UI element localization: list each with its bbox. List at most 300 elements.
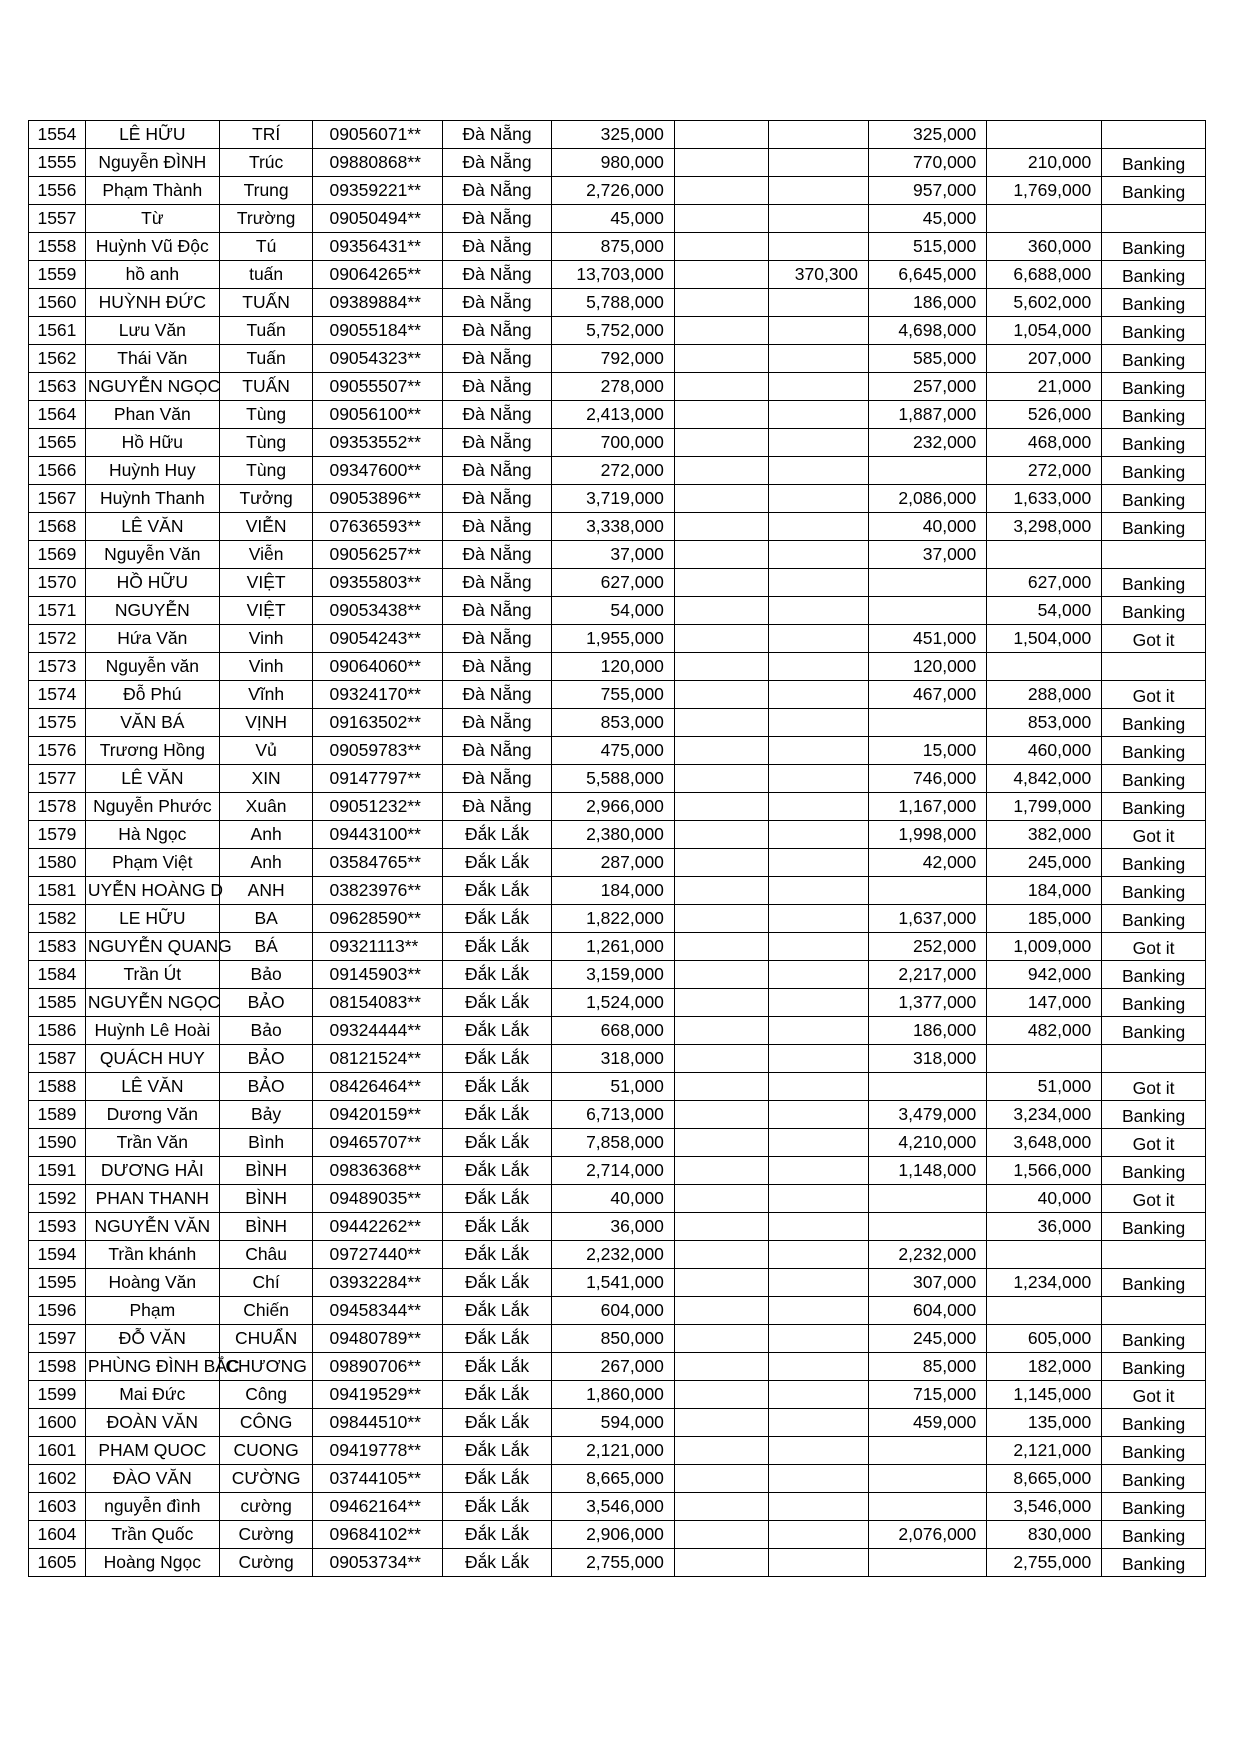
cell-family-name: Phạm Việt [85, 849, 219, 877]
cell-row-number: 1583 [29, 933, 86, 961]
cell-phone: 09347600** [313, 457, 442, 485]
cell-amount-col7 [674, 541, 768, 569]
cell-family-name: nguyễn đình [85, 1493, 219, 1521]
cell-amount-col7 [674, 289, 768, 317]
cell-city: Đà Nẵng [442, 373, 551, 401]
cell-remaining-amount: 605,000 [987, 1325, 1102, 1353]
cell-payment-status: Got it [1102, 1073, 1206, 1101]
cell-amount-col8 [768, 653, 868, 681]
cell-given-name: Vinh [219, 653, 313, 681]
cell-total-amount: 850,000 [552, 1325, 675, 1353]
cell-paid-amount: 325,000 [869, 121, 987, 149]
cell-given-name: Chiến [219, 1297, 313, 1325]
cell-total-amount: 2,380,000 [552, 821, 675, 849]
cell-row-number: 1581 [29, 877, 86, 905]
cell-amount-col8 [768, 541, 868, 569]
cell-row-number: 1555 [29, 149, 86, 177]
cell-amount-col8 [768, 289, 868, 317]
cell-total-amount: 700,000 [552, 429, 675, 457]
cell-paid-amount: 15,000 [869, 737, 987, 765]
cell-given-name: Cường [219, 1549, 313, 1577]
cell-remaining-amount: 185,000 [987, 905, 1102, 933]
cell-phone: 09880868** [313, 149, 442, 177]
cell-given-name: Xuân [219, 793, 313, 821]
cell-remaining-amount: 1,145,000 [987, 1381, 1102, 1409]
table-row [29, 1241, 1206, 1269]
cell-city: Đắk Lắk [442, 1045, 551, 1073]
cell-payment-status: Banking [1102, 877, 1206, 905]
cell-amount-col7 [674, 597, 768, 625]
cell-paid-amount: 2,086,000 [869, 485, 987, 513]
cell-paid-amount [869, 597, 987, 625]
cell-city: Đà Nẵng [442, 429, 551, 457]
cell-total-amount: 3,719,000 [552, 485, 675, 513]
cell-payment-status: Banking [1102, 737, 1206, 765]
cell-row-number: 1572 [29, 625, 86, 653]
cell-phone: 09443100** [313, 821, 442, 849]
table-row [29, 737, 1206, 765]
cell-amount-col8 [768, 737, 868, 765]
cell-payment-status [1102, 1297, 1206, 1325]
cell-paid-amount: 1,167,000 [869, 793, 987, 821]
cell-total-amount: 5,752,000 [552, 317, 675, 345]
cell-family-name: Huỳnh Thanh [85, 485, 219, 513]
cell-phone: 03823976** [313, 877, 442, 905]
cell-paid-amount: 770,000 [869, 149, 987, 177]
cell-amount-col8 [768, 961, 868, 989]
cell-payment-status: Banking [1102, 1325, 1206, 1353]
cell-payment-status: Banking [1102, 961, 1206, 989]
cell-total-amount: 1,822,000 [552, 905, 675, 933]
cell-amount-col8 [768, 1269, 868, 1297]
cell-remaining-amount: 3,546,000 [987, 1493, 1102, 1521]
cell-total-amount: 2,714,000 [552, 1157, 675, 1185]
cell-family-name: Nguyễn văn [85, 653, 219, 681]
cell-phone: 09055184** [313, 317, 442, 345]
cell-family-name: DƯƠNG HẢI [85, 1157, 219, 1185]
cell-phone: 09054323** [313, 345, 442, 373]
cell-amount-col7 [674, 1325, 768, 1353]
cell-city: Đà Nẵng [442, 289, 551, 317]
cell-row-number: 1558 [29, 233, 86, 261]
cell-paid-amount: 6,645,000 [869, 261, 987, 289]
cell-given-name: Tùng [219, 457, 313, 485]
cell-payment-status: Banking [1102, 233, 1206, 261]
cell-amount-col8 [768, 905, 868, 933]
cell-paid-amount: 2,217,000 [869, 961, 987, 989]
cell-amount-col8 [768, 373, 868, 401]
cell-city: Đắk Lắk [442, 1465, 551, 1493]
cell-amount-col7 [674, 345, 768, 373]
cell-amount-col8 [768, 457, 868, 485]
cell-total-amount: 1,955,000 [552, 625, 675, 653]
cell-city: Đà Nẵng [442, 317, 551, 345]
cell-payment-status: Banking [1102, 765, 1206, 793]
cell-remaining-amount: 54,000 [987, 597, 1102, 625]
cell-city: Đắk Lắk [442, 1353, 551, 1381]
cell-total-amount: 120,000 [552, 653, 675, 681]
cell-family-name: Huỳnh Vũ Độc [85, 233, 219, 261]
cell-city: Đắk Lắk [442, 1185, 551, 1213]
cell-amount-col8 [768, 1465, 868, 1493]
cell-phone: 09389884** [313, 289, 442, 317]
cell-paid-amount [869, 1493, 987, 1521]
cell-paid-amount: 186,000 [869, 289, 987, 317]
cell-paid-amount [869, 1073, 987, 1101]
cell-total-amount: 1,261,000 [552, 933, 675, 961]
cell-total-amount: 13,703,000 [552, 261, 675, 289]
cell-given-name: Tuấn [219, 317, 313, 345]
cell-paid-amount [869, 1549, 987, 1577]
cell-row-number: 1564 [29, 401, 86, 429]
cell-total-amount: 475,000 [552, 737, 675, 765]
cell-city: Đà Nẵng [442, 569, 551, 597]
cell-total-amount: 54,000 [552, 597, 675, 625]
cell-remaining-amount [987, 1241, 1102, 1269]
cell-family-name: Trần Văn [85, 1129, 219, 1157]
cell-remaining-amount: 853,000 [987, 709, 1102, 737]
cell-phone: 09324444** [313, 1017, 442, 1045]
cell-amount-col7 [674, 1101, 768, 1129]
cell-remaining-amount: 3,234,000 [987, 1101, 1102, 1129]
cell-given-name: tuấn [219, 261, 313, 289]
table-row [29, 1381, 1206, 1409]
cell-phone: 09053438** [313, 597, 442, 625]
table-row [29, 1045, 1206, 1073]
table-row [29, 345, 1206, 373]
cell-amount-col8 [768, 989, 868, 1017]
cell-phone: 09890706** [313, 1353, 442, 1381]
cell-city: Đà Nẵng [442, 625, 551, 653]
cell-family-name: VĂN BÁ [85, 709, 219, 737]
cell-family-name: NGUYỄN [85, 597, 219, 625]
cell-amount-col8 [768, 1213, 868, 1241]
cell-amount-col8 [768, 513, 868, 541]
cell-phone: 09053734** [313, 1549, 442, 1577]
table-row [29, 849, 1206, 877]
cell-amount-col7 [674, 401, 768, 429]
cell-phone: 08426464** [313, 1073, 442, 1101]
cell-phone: 03744105** [313, 1465, 442, 1493]
cell-total-amount: 7,858,000 [552, 1129, 675, 1157]
cell-given-name: BÌNH [219, 1157, 313, 1185]
cell-amount-col8 [768, 149, 868, 177]
cell-paid-amount: 120,000 [869, 653, 987, 681]
cell-city: Đà Nẵng [442, 541, 551, 569]
cell-family-name: ĐÀO VĂN [85, 1465, 219, 1493]
cell-row-number: 1562 [29, 345, 86, 373]
cell-given-name: Vủ [219, 737, 313, 765]
cell-family-name: Phạm [85, 1297, 219, 1325]
cell-phone: 09419529** [313, 1381, 442, 1409]
cell-given-name: BÌNH [219, 1185, 313, 1213]
table-row [29, 1549, 1206, 1577]
cell-amount-col8 [768, 569, 868, 597]
cell-payment-status: Banking [1102, 569, 1206, 597]
cell-given-name: TRÍ [219, 121, 313, 149]
cell-given-name: Bảo [219, 1017, 313, 1045]
cell-row-number: 1577 [29, 765, 86, 793]
cell-remaining-amount: 21,000 [987, 373, 1102, 401]
cell-phone: 09056071** [313, 121, 442, 149]
cell-remaining-amount: 3,298,000 [987, 513, 1102, 541]
cell-family-name: LÊ HỮU [85, 121, 219, 149]
cell-payment-status: Banking [1102, 149, 1206, 177]
cell-remaining-amount: 1,566,000 [987, 1157, 1102, 1185]
cell-remaining-amount [987, 205, 1102, 233]
cell-paid-amount: 1,637,000 [869, 905, 987, 933]
cell-city: Đắk Lắk [442, 1129, 551, 1157]
cell-row-number: 1561 [29, 317, 86, 345]
cell-family-name: Trương Hồng [85, 737, 219, 765]
cell-family-name: Hoàng Văn [85, 1269, 219, 1297]
cell-city: Đắk Lắk [442, 933, 551, 961]
cell-amount-col7 [674, 177, 768, 205]
cell-phone: 09489035** [313, 1185, 442, 1213]
cell-amount-col7 [674, 233, 768, 261]
cell-remaining-amount: 2,121,000 [987, 1437, 1102, 1465]
cell-amount-col7 [674, 1045, 768, 1073]
cell-city: Đắk Lắk [442, 1493, 551, 1521]
cell-city: Đà Nẵng [442, 149, 551, 177]
cell-payment-status: Got it [1102, 1185, 1206, 1213]
cell-total-amount: 2,755,000 [552, 1549, 675, 1577]
cell-remaining-amount: 210,000 [987, 149, 1102, 177]
cell-amount-col8 [768, 1549, 868, 1577]
cell-amount-col7 [674, 1073, 768, 1101]
cell-given-name: ANH [219, 877, 313, 905]
cell-payment-status: Banking [1102, 1437, 1206, 1465]
cell-total-amount: 604,000 [552, 1297, 675, 1325]
cell-row-number: 1586 [29, 1017, 86, 1045]
cell-row-number: 1584 [29, 961, 86, 989]
cell-city: Đắk Lắk [442, 1409, 551, 1437]
table-row [29, 1213, 1206, 1241]
cell-row-number: 1576 [29, 737, 86, 765]
cell-amount-col7 [674, 261, 768, 289]
cell-city: Đà Nẵng [442, 513, 551, 541]
cell-family-name: Huỳnh Lê Hoài [85, 1017, 219, 1045]
cell-phone: 09684102** [313, 1521, 442, 1549]
cell-row-number: 1568 [29, 513, 86, 541]
cell-payment-status: Banking [1102, 429, 1206, 457]
cell-phone: 09051232** [313, 793, 442, 821]
cell-paid-amount: 45,000 [869, 205, 987, 233]
cell-family-name: Hồ Hữu [85, 429, 219, 457]
table-row [29, 1269, 1206, 1297]
cell-payment-status: Banking [1102, 401, 1206, 429]
cell-payment-status: Banking [1102, 1157, 1206, 1185]
table-row [29, 1185, 1206, 1213]
cell-family-name: Hứa Văn [85, 625, 219, 653]
cell-amount-col7 [674, 317, 768, 345]
cell-paid-amount: 1,998,000 [869, 821, 987, 849]
cell-given-name: CUONG [219, 1437, 313, 1465]
cell-payment-status: Got it [1102, 1381, 1206, 1409]
cell-family-name: NGUYỄN NGỌC [85, 989, 219, 1017]
table-row [29, 765, 1206, 793]
cell-row-number: 1580 [29, 849, 86, 877]
cell-amount-col8: 370,300 [768, 261, 868, 289]
cell-amount-col8 [768, 765, 868, 793]
cell-family-name: ĐOÀN VĂN [85, 1409, 219, 1437]
cell-total-amount: 755,000 [552, 681, 675, 709]
cell-paid-amount: 604,000 [869, 1297, 987, 1325]
table-row [29, 373, 1206, 401]
cell-total-amount: 3,338,000 [552, 513, 675, 541]
cell-city: Đắk Lắk [442, 849, 551, 877]
cell-payment-status: Banking [1102, 709, 1206, 737]
cell-amount-col7 [674, 1521, 768, 1549]
cell-paid-amount: 245,000 [869, 1325, 987, 1353]
cell-family-name: hồ anh [85, 261, 219, 289]
cell-given-name: BÌNH [219, 1213, 313, 1241]
cell-paid-amount: 515,000 [869, 233, 987, 261]
table-row [29, 1521, 1206, 1549]
cell-payment-status: Banking [1102, 289, 1206, 317]
cell-remaining-amount: 40,000 [987, 1185, 1102, 1213]
cell-paid-amount: 3,479,000 [869, 1101, 987, 1129]
cell-amount-col7 [674, 765, 768, 793]
cell-payment-status: Banking [1102, 1353, 1206, 1381]
cell-remaining-amount: 4,842,000 [987, 765, 1102, 793]
cell-paid-amount [869, 877, 987, 905]
cell-remaining-amount: 482,000 [987, 1017, 1102, 1045]
cell-amount-col7 [674, 989, 768, 1017]
cell-amount-col7 [674, 1437, 768, 1465]
cell-remaining-amount: 135,000 [987, 1409, 1102, 1437]
cell-family-name: Trần khánh [85, 1241, 219, 1269]
cell-given-name: Vinh [219, 625, 313, 653]
cell-phone: 09442262** [313, 1213, 442, 1241]
table-row [29, 429, 1206, 457]
table-row [29, 989, 1206, 1017]
cell-remaining-amount: 6,688,000 [987, 261, 1102, 289]
cell-given-name: Bảo [219, 961, 313, 989]
cell-remaining-amount [987, 121, 1102, 149]
cell-paid-amount: 4,210,000 [869, 1129, 987, 1157]
cell-amount-col8 [768, 1521, 868, 1549]
cell-paid-amount: 585,000 [869, 345, 987, 373]
cell-payment-status: Banking [1102, 597, 1206, 625]
cell-amount-col8 [768, 1157, 868, 1185]
table-row [29, 793, 1206, 821]
cell-row-number: 1570 [29, 569, 86, 597]
cell-family-name: PHAM QUOC [85, 1437, 219, 1465]
cell-given-name: Tuấn [219, 345, 313, 373]
cell-paid-amount: 715,000 [869, 1381, 987, 1409]
cell-total-amount: 2,966,000 [552, 793, 675, 821]
cell-amount-col7 [674, 1493, 768, 1521]
cell-payment-status: Banking [1102, 1213, 1206, 1241]
cell-remaining-amount: 1,054,000 [987, 317, 1102, 345]
table-row [29, 401, 1206, 429]
cell-remaining-amount: 5,602,000 [987, 289, 1102, 317]
cell-row-number: 1592 [29, 1185, 86, 1213]
cell-family-name: Phạm Thành [85, 177, 219, 205]
cell-payment-status: Banking [1102, 1493, 1206, 1521]
cell-total-amount: 627,000 [552, 569, 675, 597]
cell-family-name: HỒ HỮU [85, 569, 219, 597]
cell-total-amount: 5,788,000 [552, 289, 675, 317]
cell-amount-col8 [768, 1045, 868, 1073]
cell-amount-col8 [768, 1241, 868, 1269]
table-row [29, 261, 1206, 289]
cell-remaining-amount: 288,000 [987, 681, 1102, 709]
cell-given-name: VIỄN [219, 513, 313, 541]
table-row [29, 961, 1206, 989]
cell-given-name: VIỆT [219, 569, 313, 597]
cell-amount-col8 [768, 1297, 868, 1325]
cell-total-amount: 792,000 [552, 345, 675, 373]
cell-paid-amount: 1,887,000 [869, 401, 987, 429]
cell-family-name: LE HỮU [85, 905, 219, 933]
cell-given-name: TUẤN [219, 289, 313, 317]
cell-given-name: CHUẨN [219, 1325, 313, 1353]
table-row [29, 1073, 1206, 1101]
cell-amount-col7 [674, 1409, 768, 1437]
cell-given-name: Anh [219, 849, 313, 877]
cell-family-name: Huỳnh Huy [85, 457, 219, 485]
cell-family-name: Mai Đức [85, 1381, 219, 1409]
cell-total-amount: 980,000 [552, 149, 675, 177]
cell-city: Đà Nẵng [442, 457, 551, 485]
cell-city: Đà Nẵng [442, 401, 551, 429]
cell-amount-col7 [674, 905, 768, 933]
cell-given-name: Bảy [219, 1101, 313, 1129]
cell-family-name: QUÁCH HUY [85, 1045, 219, 1073]
cell-phone: 09419778** [313, 1437, 442, 1465]
cell-city: Đắk Lắk [442, 1325, 551, 1353]
cell-payment-status: Banking [1102, 989, 1206, 1017]
cell-city: Đắk Lắk [442, 905, 551, 933]
cell-family-name: PHÙNG ĐÌNH BẮC [85, 1353, 219, 1381]
cell-payment-status: Banking [1102, 345, 1206, 373]
cell-payment-status: Banking [1102, 1465, 1206, 1493]
cell-amount-col8 [768, 1325, 868, 1353]
cell-city: Đà Nẵng [442, 345, 551, 373]
cell-amount-col8 [768, 485, 868, 513]
cell-paid-amount: 252,000 [869, 933, 987, 961]
cell-city: Đà Nẵng [442, 597, 551, 625]
cell-city: Đắk Lắk [442, 1437, 551, 1465]
cell-city: Đắk Lắk [442, 961, 551, 989]
table-row [29, 1437, 1206, 1465]
table-row [29, 1297, 1206, 1325]
cell-row-number: 1554 [29, 121, 86, 149]
cell-amount-col8 [768, 681, 868, 709]
cell-remaining-amount: 2,755,000 [987, 1549, 1102, 1577]
cell-remaining-amount: 1,504,000 [987, 625, 1102, 653]
cell-phone: 09053896** [313, 485, 442, 513]
cell-family-name: NGUYỄN QUANG [85, 933, 219, 961]
cell-row-number: 1566 [29, 457, 86, 485]
cell-total-amount: 278,000 [552, 373, 675, 401]
cell-phone: 09324170** [313, 681, 442, 709]
cell-amount-col8 [768, 597, 868, 625]
cell-family-name: ĐỖ VĂN [85, 1325, 219, 1353]
cell-total-amount: 594,000 [552, 1409, 675, 1437]
cell-row-number: 1573 [29, 653, 86, 681]
cell-total-amount: 45,000 [552, 205, 675, 233]
cell-given-name: Trúc [219, 149, 313, 177]
cell-amount-col7 [674, 1353, 768, 1381]
cell-given-name: BÁ [219, 933, 313, 961]
cell-family-name: LÊ VĂN [85, 765, 219, 793]
cell-amount-col7 [674, 681, 768, 709]
table-row [29, 709, 1206, 737]
cell-phone: 09480789** [313, 1325, 442, 1353]
